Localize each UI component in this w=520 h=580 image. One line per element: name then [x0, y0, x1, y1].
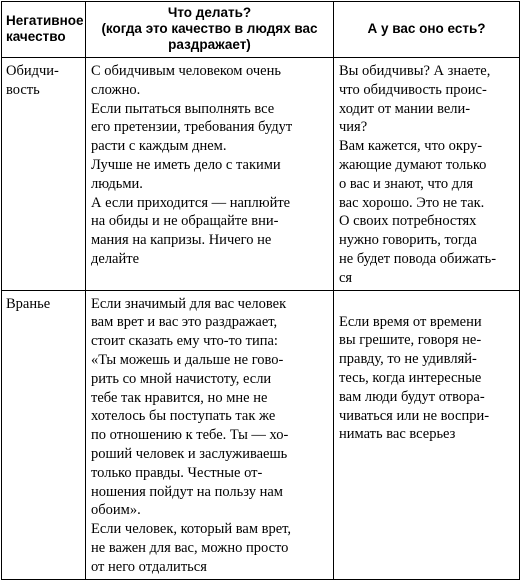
cell-text-line: не будет повода обижать-	[339, 250, 497, 267]
cell-text-line: С обидчивым человеком очень	[91, 63, 281, 79]
table-row	[2, 58, 520, 291]
cell-text-line: Если пытаться выполнять все	[91, 100, 275, 117]
cell-quality	[2, 58, 86, 291]
cell-text-line: ношения пойдут на пользу нам	[91, 483, 283, 500]
cell-text-line: мания на капризы. Ничего не	[91, 232, 272, 249]
cell-text-line: стоит сказать ему что-то типа:	[91, 333, 278, 350]
cell-text-line: вас хорошо. Это не так.	[339, 194, 485, 211]
cell-text-line: вам люди будут отвора-	[339, 388, 485, 405]
cell-quality	[2, 290, 86, 579]
cell-text-line: А если приходится — наплюйте	[91, 194, 291, 211]
cell-text-line: чия?	[339, 119, 368, 136]
cell-text-line: обоим».	[91, 502, 141, 519]
table-header-row	[2, 2, 520, 58]
cell-text-line: Лучше не иметь дело с такими	[91, 156, 281, 173]
cell-text-line: О своих потребностях	[339, 213, 477, 230]
cell-text-line: ходит от мании вели-	[339, 100, 471, 117]
header-text-line: качество	[6, 29, 66, 44]
cell-text-line: ся	[339, 269, 353, 286]
cell-text-line: Вы обидчивы? А знаете,	[339, 63, 491, 79]
cell-text-line: нужно говорить, тогда	[339, 232, 477, 249]
cell-text-line: на обиды и не обращайте вни-	[91, 213, 279, 230]
cell-text-line: по отношению к тебе. Ты — хо-	[91, 427, 289, 444]
cell-text-line: только правды. Честные от-	[91, 464, 263, 481]
cell-text-line: «Ты можешь и дальше не гово-	[91, 351, 284, 368]
cell-text-line: рить со мной начистоту, если	[91, 370, 272, 387]
cell-text-line: его претензии, требования будут	[91, 119, 293, 136]
qualities-table	[1, 1, 520, 580]
cell-text-line: делайте	[91, 250, 140, 267]
cell-text-line: вам врет и вас это раздражает,	[91, 314, 278, 331]
cell-text-line: что обидчивость проис-	[339, 81, 487, 98]
cell-text-line: от него отдалиться	[91, 558, 207, 575]
cell-what-to-do	[86, 290, 334, 579]
cell-text-line: о вас и знают, что для	[339, 175, 474, 192]
cell-text-line: роший человек и заслуживаешь	[91, 445, 288, 462]
header-what-to-do	[86, 2, 334, 58]
cell-what-to-do	[86, 58, 334, 291]
header-text-line: А у вас оно есть?	[367, 21, 486, 36]
cell-text-line: нимать вас всерьез	[339, 426, 456, 443]
cell-text-line: Вранье	[6, 295, 51, 312]
cell-text-line: сложно.	[91, 81, 141, 98]
cell-text-line: Обидчи-	[6, 63, 59, 79]
cell-text-line: людьми.	[91, 175, 143, 192]
cell-text-line: вость	[6, 81, 40, 98]
table-row	[2, 290, 520, 579]
cell-text-line: расти с каждым днем.	[91, 138, 227, 155]
header-do-you-have-it	[334, 2, 520, 58]
cell-text-line: Если значимый для вас человек	[91, 295, 287, 312]
cell-text-line: Если человек, который вам врет,	[91, 521, 292, 538]
header-text-line: Что делать?	[167, 5, 252, 20]
header-text-line: раздражает)	[168, 37, 251, 52]
cell-text-line: не важен для вас, можно просто	[91, 539, 289, 556]
cell-do-you-have-it	[334, 290, 520, 579]
cell-text-line: тебе так нравится, но мне не	[91, 389, 268, 406]
cell-do-you-have-it	[334, 58, 520, 291]
cell-text-line: Если время от времени	[339, 313, 482, 330]
cell-text-line: вы грешите, говоря не-	[339, 332, 482, 349]
header-text-line: Негативное	[6, 13, 84, 28]
cell-text-line: Вам кажется, что окру-	[339, 138, 483, 155]
header-text-line: (когда это качество в людях вас	[101, 21, 318, 36]
cell-text-line: тесь, когда интересные	[339, 369, 482, 386]
cell-text-line: чиваться или не воспри-	[339, 407, 490, 424]
cell-text-line: правду, то не удивляй-	[339, 351, 477, 368]
cell-text-line: хотелось бы поступать так же	[91, 408, 276, 425]
header-negative-quality	[2, 2, 86, 58]
cell-text-line: жающие думают только	[339, 156, 487, 173]
